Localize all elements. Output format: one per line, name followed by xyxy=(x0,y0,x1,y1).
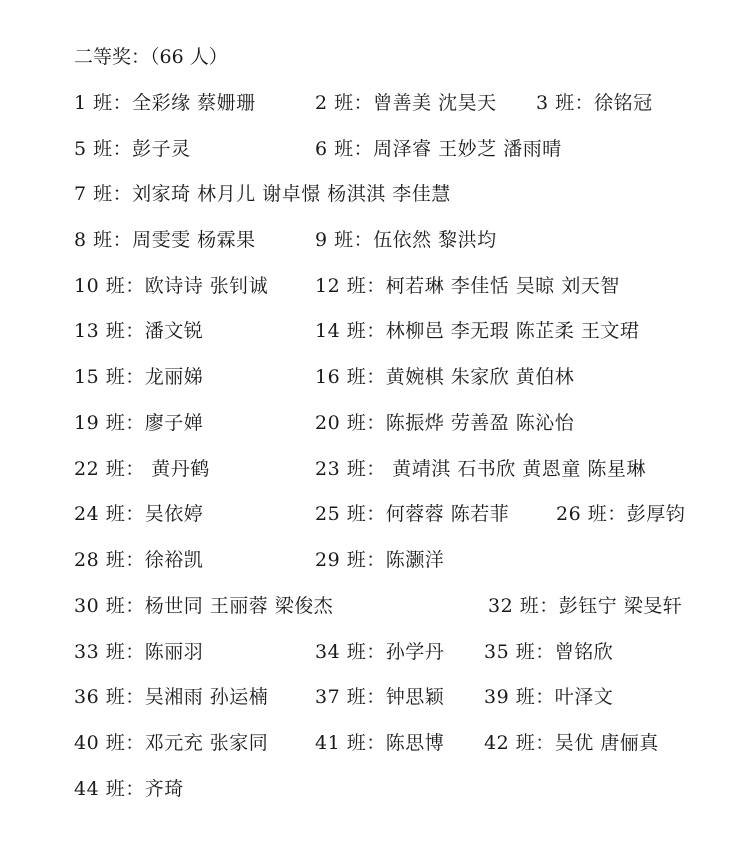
class-entry: 9 班：伍依然 黎洪均 xyxy=(315,229,497,251)
class-entry: 37 班：钟思颖 xyxy=(315,686,445,708)
class-entry: 42 班：吴优 唐俪真 xyxy=(484,732,659,754)
class-entry: 14 班：林柳邑 李无瑕 陈芷柔 王文珺 xyxy=(315,320,640,342)
class-row xyxy=(0,225,750,255)
class-entry: 41 班：陈思博 xyxy=(315,732,445,754)
class-row xyxy=(0,545,750,575)
class-entry: 32 班：彭钰宁 梁旻轩 xyxy=(488,595,683,617)
class-row xyxy=(0,134,750,164)
class-entry: 5 班：彭子灵 xyxy=(74,138,191,160)
class-row xyxy=(0,499,750,529)
class-entry: 23 班： 黄靖淇 石书欣 黄恩童 陈星琳 xyxy=(315,458,646,480)
class-entry: 16 班：黄婉棋 朱家欣 黄伯林 xyxy=(315,366,575,388)
class-entry: 36 班：吴湘雨 孙运楠 xyxy=(74,686,269,708)
class-row xyxy=(0,271,750,301)
class-entry: 34 班：孙学丹 xyxy=(315,641,445,663)
class-entry: 29 班：陈灏洋 xyxy=(315,549,445,571)
class-entry: 15 班：龙丽娣 xyxy=(74,366,204,388)
class-row xyxy=(0,179,750,209)
class-row xyxy=(0,682,750,712)
class-row xyxy=(0,728,750,758)
class-entry: 2 班：曾善美 沈昊天 xyxy=(315,92,497,114)
class-entry: 22 班： 黄丹鹤 xyxy=(74,458,210,480)
class-row xyxy=(0,88,750,118)
class-entry: 24 班：吴依婷 xyxy=(74,503,204,525)
class-entry: 8 班：周雯雯 杨霖果 xyxy=(74,229,256,251)
class-entry: 20 班：陈振烨 劳善盈 陈沁怡 xyxy=(315,412,575,434)
class-entry: 44 班：齐琦 xyxy=(74,778,184,800)
class-entry: 19 班：廖子婵 xyxy=(74,412,204,434)
class-entry: 25 班：何蓉蓉 陈若菲 xyxy=(315,503,510,525)
class-entry: 12 班：柯若琳 李佳恬 吴晾 刘天智 xyxy=(315,275,620,297)
class-row xyxy=(0,454,750,484)
class-row xyxy=(0,408,750,438)
class-entry: 10 班：欧诗诗 张钊诚 xyxy=(74,275,269,297)
class-entry: 13 班：潘文锐 xyxy=(74,320,204,342)
class-entry: 30 班：杨世同 王丽蓉 梁俊杰 xyxy=(74,595,334,617)
class-row xyxy=(0,362,750,392)
award-heading: 二等奖：（66 人） xyxy=(74,46,228,68)
class-entry: 1 班：全彩缘 蔡姗珊 xyxy=(74,92,256,114)
class-entry: 40 班：邓元充 张家同 xyxy=(74,732,269,754)
class-row xyxy=(0,774,750,804)
class-entry: 3 班：徐铭冠 xyxy=(536,92,653,114)
class-entry: 35 班：曾铭欣 xyxy=(484,641,614,663)
class-entry: 26 班：彭厚钧 xyxy=(556,503,686,525)
class-entry: 28 班：徐裕凯 xyxy=(74,549,204,571)
class-entry: 33 班：陈丽羽 xyxy=(74,641,204,663)
class-row xyxy=(0,637,750,667)
class-entry: 39 班：叶泽文 xyxy=(484,686,614,708)
class-entry: 7 班：刘家琦 林月儿 谢卓憬 杨淇淇 李佳慧 xyxy=(74,183,451,205)
class-entry: 6 班：周泽睿 王妙芝 潘雨晴 xyxy=(315,138,562,160)
class-row xyxy=(0,316,750,346)
class-row xyxy=(0,591,750,621)
